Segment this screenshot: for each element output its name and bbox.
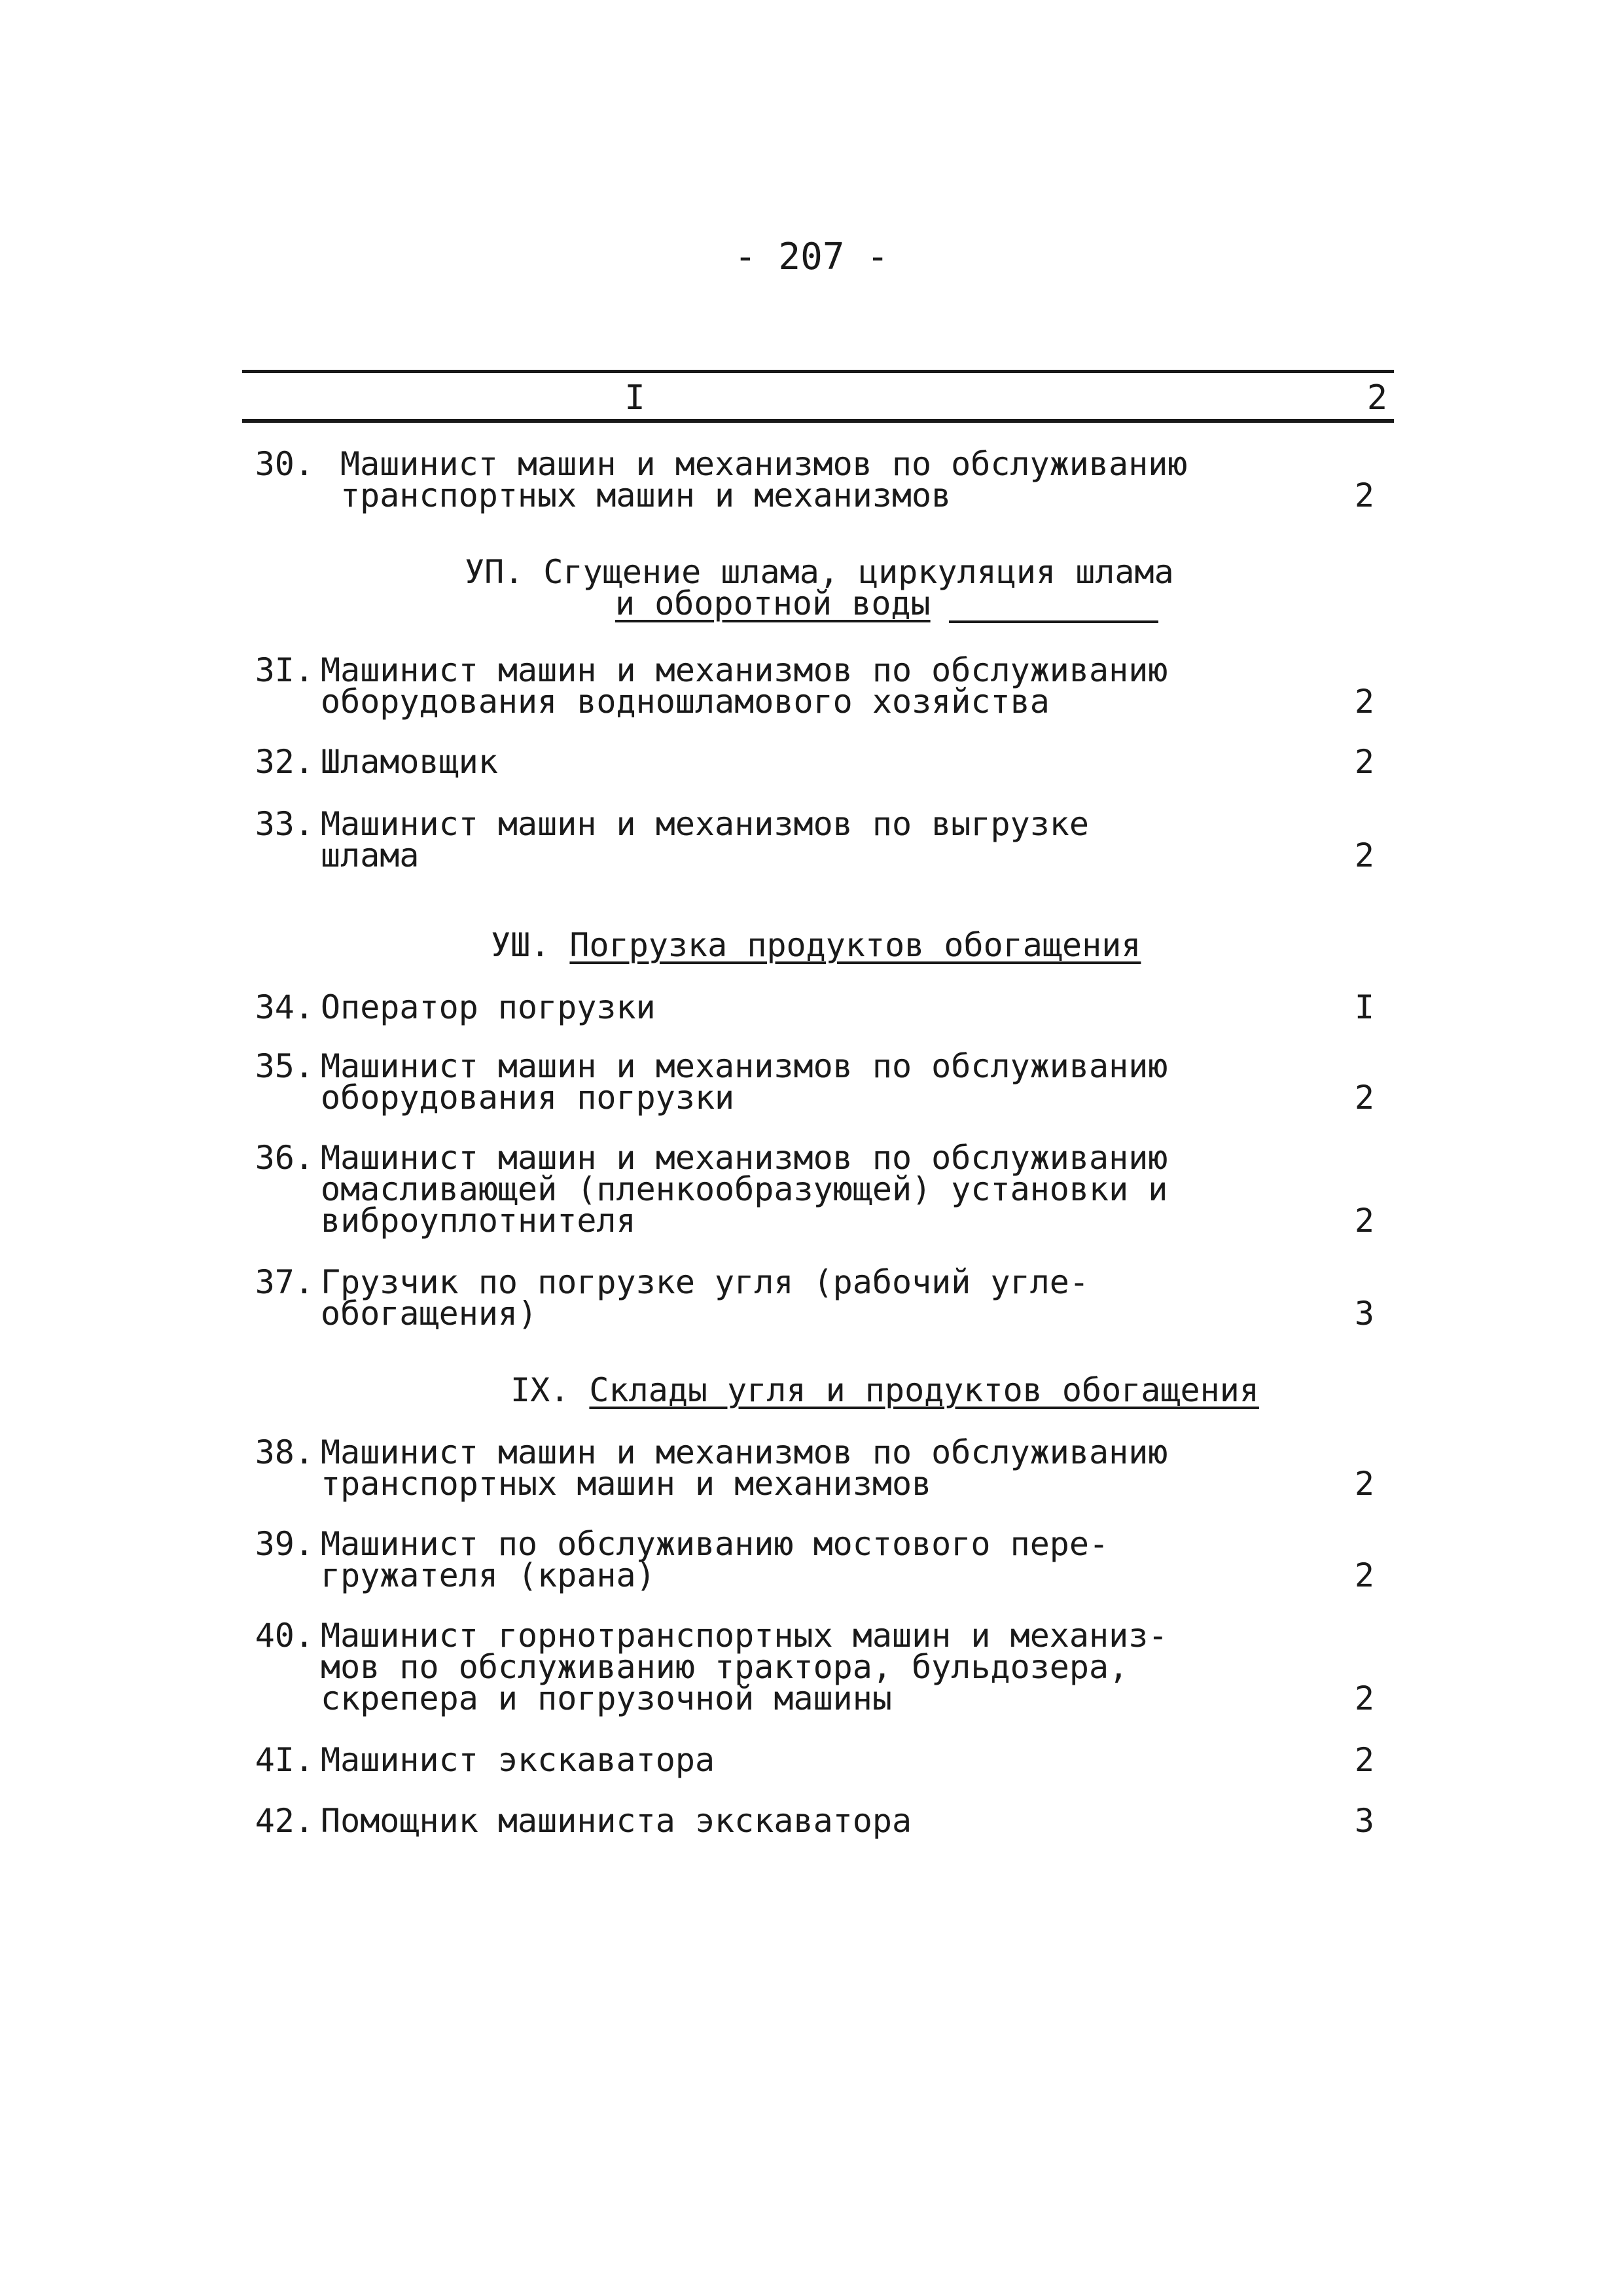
- section-title-line1: Сгущение шлама, циркуляция шлама: [543, 553, 1174, 591]
- item-number: 37.: [255, 1263, 314, 1301]
- item-category: 2: [1354, 1741, 1374, 1779]
- item-category: 2: [1354, 1465, 1374, 1503]
- item-number: 40.: [255, 1617, 314, 1655]
- item-number: 42.: [255, 1802, 314, 1840]
- item-text: Шламовщик: [321, 743, 498, 781]
- page-number: - 207 -: [734, 236, 889, 278]
- item-text: Помощник машиниста экскаватора: [321, 1802, 912, 1840]
- list-item: [236, 1741, 1387, 1779]
- list-item: [236, 988, 1387, 1026]
- section-heading-7: [465, 553, 1174, 591]
- item-category: 2: [1354, 1679, 1374, 1717]
- item-category: 2: [1354, 743, 1374, 781]
- item-number: 39.: [255, 1525, 314, 1563]
- list-item: [236, 743, 1387, 781]
- item-number: 3I.: [255, 651, 314, 689]
- list-item: [236, 805, 1387, 874]
- item-text: Машинист машин и механизмов по обслуживанию транспортных машин и механизмов: [340, 445, 1188, 514]
- item-text: Машинист по обслуживанию мостового пере- гружателя (крана): [321, 1525, 1109, 1594]
- section-numeral: УШ.: [491, 926, 550, 964]
- item-number: 35.: [255, 1047, 314, 1085]
- list-item: [236, 445, 1387, 514]
- item-text: Машинист машин и механизмов по выгрузке шлама: [321, 805, 1089, 874]
- list-item: [236, 1047, 1387, 1117]
- section-numeral: IX.: [510, 1371, 570, 1409]
- item-category: I: [1354, 988, 1374, 1026]
- table-top-rule: [242, 370, 1394, 373]
- item-number: 34.: [255, 988, 314, 1026]
- item-text: Машинист экскаватора: [321, 1741, 715, 1779]
- item-category: 3: [1354, 1295, 1374, 1333]
- item-category: 2: [1354, 1202, 1374, 1240]
- item-category: 2: [1354, 836, 1374, 874]
- item-text: Машинист машин и механизмов по обслуживанию омасливающей (пленкообразующей) установки и виброуплотнителя: [321, 1139, 1168, 1240]
- item-category: 2: [1354, 1079, 1374, 1117]
- item-category: 3: [1354, 1802, 1374, 1840]
- list-item: [236, 1525, 1387, 1594]
- section-underline-extension: [949, 620, 1158, 623]
- section-title-line2: и оборотной воды: [615, 584, 931, 622]
- list-item: [236, 1139, 1387, 1240]
- list-item: [236, 1617, 1387, 1717]
- item-text: Оператор погрузки: [321, 988, 656, 1026]
- item-category: 2: [1354, 683, 1374, 721]
- section-numeral: УП.: [465, 553, 524, 591]
- item-category: 2: [1354, 476, 1374, 514]
- list-item: [236, 1433, 1387, 1503]
- item-text: Машинист машин и механизмов по обслуживанию оборудования водношламового хозяйства: [321, 651, 1168, 721]
- item-number: 33.: [255, 805, 314, 843]
- list-item: [236, 651, 1387, 721]
- item-text: Машинист машин и механизмов по обслуживанию транспортных машин и механизмов: [321, 1433, 1168, 1503]
- item-category: 2: [1354, 1556, 1374, 1594]
- item-text: Машинист машин и механизмов по обслуживанию оборудования погрузки: [321, 1047, 1168, 1117]
- table-header-rule: [242, 419, 1394, 423]
- item-number: 32.: [255, 743, 314, 781]
- column-header-2: 2: [1366, 378, 1387, 418]
- section-title: Склады угля и продуктов обогащения: [589, 1371, 1259, 1409]
- section-heading-8: [491, 926, 1141, 964]
- item-text: Машинист горнотранспортных машин и механиз- мов по обслуживанию трактора, бульдозера, скрепера и погрузочной машины: [321, 1617, 1168, 1717]
- list-item: [236, 1263, 1387, 1333]
- item-text: Грузчик по погрузке угля (рабочий угле- обогащения): [321, 1263, 1089, 1333]
- section-title: Погрузка продуктов обогащения: [569, 926, 1141, 964]
- section-heading-9: [510, 1371, 1259, 1409]
- column-header-1: I: [624, 378, 645, 418]
- item-number: 4I.: [255, 1741, 314, 1779]
- item-number: 36.: [255, 1139, 314, 1177]
- item-number: 38.: [255, 1433, 314, 1471]
- section-heading-7-line2: [615, 584, 931, 622]
- item-number: 30.: [255, 445, 314, 483]
- list-item: [236, 1802, 1387, 1840]
